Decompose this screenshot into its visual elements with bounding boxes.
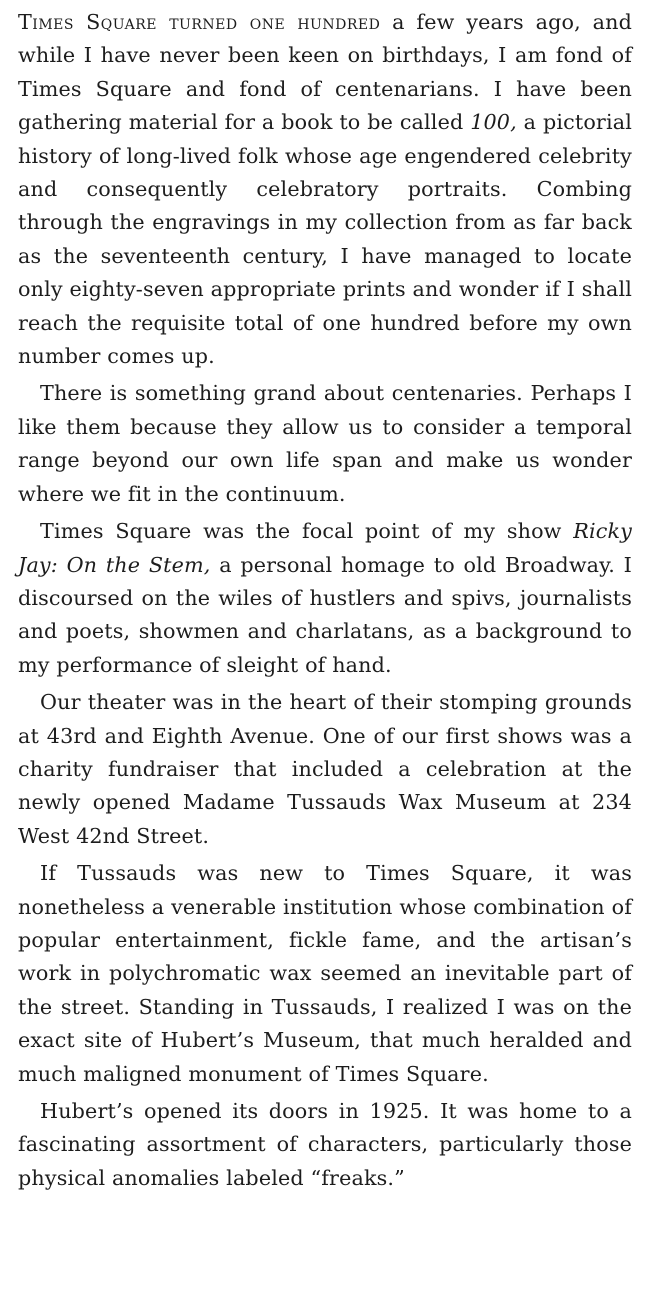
paragraph-3-text-b: a personal homage to old Broadway. I discoursed on the wiles of hustlers and spivs, journalists and poets, showmen and charlatans, as a background to my performance of sleight of hand.	[18, 552, 632, 677]
paragraph-1-text-a: a few years ago, and while I have never been keen on birthdays, I am fond of Times Square and fond of centenarians. I have been gathering material for a book to be called	[18, 10, 632, 135]
book-title-100: 100,	[470, 110, 517, 135]
paragraph-6-text: Hubert’s opened its doors in 1925. It was home to a fascinating assortment of characters, particularly those physical anomalies labeled “freaks.”	[18, 1099, 632, 1190]
opening-small-caps: Times Square turned one hundred	[18, 10, 381, 34]
paragraph-5	[18, 857, 632, 1091]
paragraph-5-text: If Tussauds was new to Times Square, it was nonetheless a venerable institution whose combination of popular entertainment, fickle fame, and the artisan’s work in polychromatic wax seemed an inevitable part of the street. Standing in Tussauds, I realized I was on the exact site of Hubert’s Museum, that much heralded and much maligned monument of Times Square.	[18, 861, 632, 1086]
paragraph-1	[18, 6, 632, 373]
paragraph-6	[18, 1095, 632, 1195]
show-title: Ricky Jay: On the Stem,	[18, 519, 632, 577]
paragraph-4	[18, 686, 632, 853]
paragraph-3-text-a: Times Square was the focal point of my show	[40, 519, 574, 544]
paragraph-3	[18, 515, 632, 682]
paragraph-1-text-b: a pictorial history of long-lived folk whose age engendered celebrity and consequently celebratory portraits. Combing through the engravings in my collection from as far back as the seventeenth century, I have managed to locate only eighty-seven appropriate prints and wonder if I shall reach the requisite total of one hundred before my own number comes up.	[18, 110, 632, 369]
paragraph-2-text: There is something grand about centenaries. Perhaps I like them because they allow us to consider a temporal range beyond our own life span and make us wonder where we fit in the continuum.	[18, 381, 632, 506]
paragraph-2	[18, 377, 632, 511]
paragraph-4-text: Our theater was in the heart of their stomping grounds at 43rd and Eighth Avenue. One of our first shows was a charity fundraiser that included a celebration at the newly opened Madame Tussauds Wax Museum at 234 West 42nd Street.	[18, 690, 632, 848]
document-page	[18, 6, 632, 1199]
